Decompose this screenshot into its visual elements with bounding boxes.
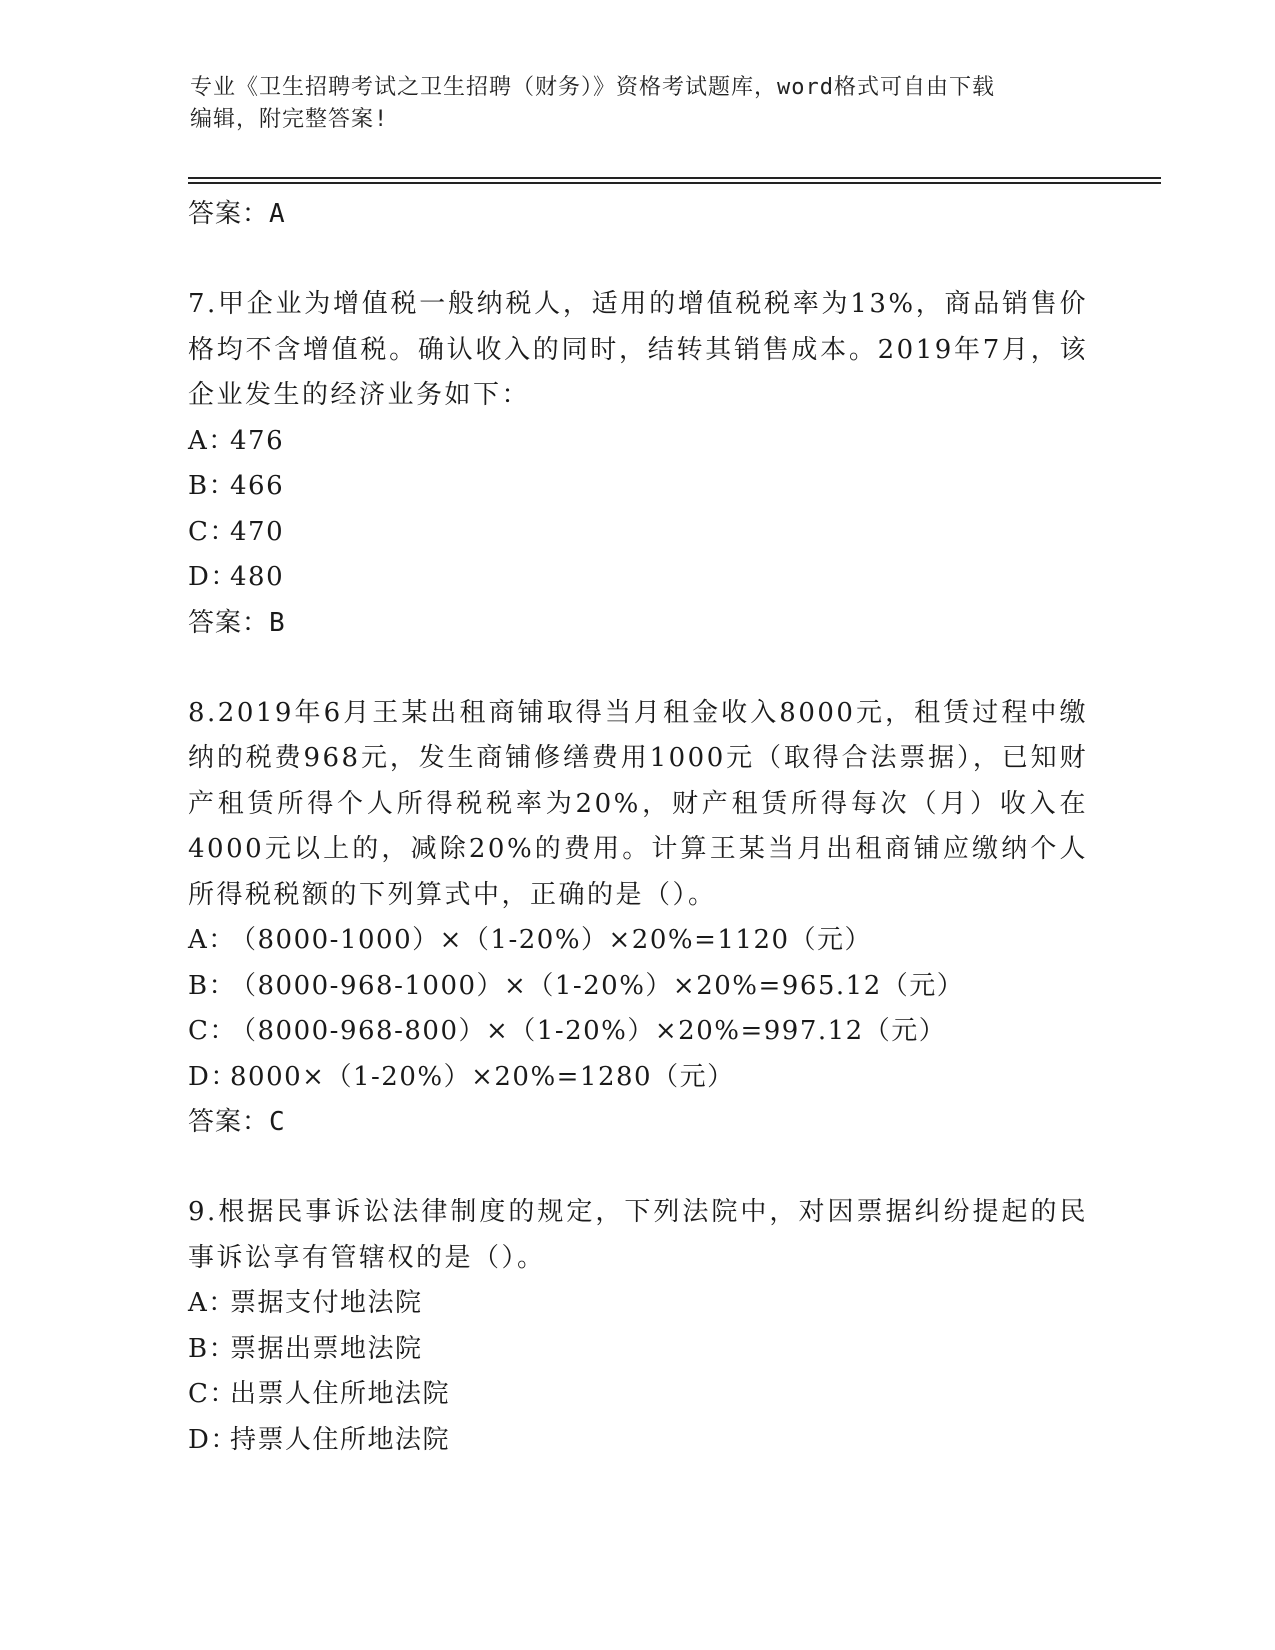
option-d	[188, 555, 1088, 601]
question-block	[188, 1190, 1088, 1463]
option-a	[188, 1281, 1088, 1327]
question-text: 8.2019年6月王某出租商铺取得当月租金收入8000元，租赁过程中缴纳的税费968元，发生商铺修缮费用1000元（取得合法票据），已知财产租赁所得个人所得税税率为20%，财产租赁所得每次（月）收入在4000元以上的，减除20%的费用。计算王某当月出租商铺应缴纳个人所得税税额的下列算式中，正确的是（）。	[188, 697, 1088, 910]
option-text: 票据出票地法院	[230, 1333, 423, 1364]
option-text: （8000-1000）×（1-20%）×20%=1120（元）	[230, 925, 873, 955]
question-text: 7.甲企业为增值税一般纳税人，适用的增值税税率为13%，商品销售价格均不含增值税。确认收入的同时，结转其销售成本。2019年7月，该企业发生的经济业务如下：	[188, 289, 1088, 410]
option-letter: A：	[188, 425, 236, 456]
header-line-1: 专业《卫生招聘考试之卫生招聘（财务）》资格考试题库，word格式可自由下载	[190, 75, 995, 100]
option-letter: D：	[188, 1061, 238, 1092]
option-letter: C：	[188, 516, 237, 547]
spacer	[188, 645, 1088, 691]
question-text: 9.根据民事诉讼法律制度的规定，下列法院中，对因票据纠纷提起的民事诉讼享有管辖权的是（）。	[188, 1197, 1088, 1273]
question-list	[188, 192, 1088, 1463]
option-letter: D：	[188, 562, 238, 592]
option-a	[188, 918, 1088, 964]
page-header	[190, 72, 1090, 136]
spacer	[188, 1144, 1088, 1190]
option-b	[188, 964, 1088, 1010]
option-letter: B：	[188, 471, 237, 501]
option-b	[188, 464, 1088, 510]
header-rule-bottom	[188, 182, 1161, 184]
option-letter: B：	[188, 970, 237, 1001]
option-text: 出票人住所地法院	[230, 1379, 451, 1409]
question-block	[188, 691, 1088, 1145]
answer-label: 答案：A	[188, 199, 286, 229]
option-b	[188, 1327, 1088, 1373]
option-text: 470	[230, 516, 285, 547]
option-c	[188, 1009, 1088, 1055]
option-c	[188, 510, 1088, 556]
option-c	[188, 1372, 1088, 1418]
option-text: （8000-968-800）×（1-20%）×20%=997.12（元）	[230, 1016, 947, 1046]
option-letter: C：	[188, 1379, 237, 1409]
question-block	[188, 282, 1088, 645]
option-d	[188, 1055, 1088, 1101]
option-text: 466	[230, 471, 285, 501]
option-text: 480	[230, 562, 285, 592]
spacer	[188, 236, 1088, 282]
option-a	[188, 419, 1088, 465]
option-letter: C：	[188, 1016, 237, 1046]
answer-label: 答案：C	[188, 1107, 286, 1137]
answer-label: 答案：B	[188, 607, 286, 638]
option-letter: D：	[188, 1424, 238, 1455]
option-letter: A：	[188, 925, 236, 955]
option-text: 票据支付地法院	[230, 1288, 423, 1318]
option-text: 8000×（1-20%）×20%=1280（元）	[230, 1061, 735, 1092]
option-d	[188, 1418, 1088, 1464]
option-letter: B：	[188, 1333, 237, 1364]
option-text: 476	[230, 425, 285, 456]
header-rule-top	[188, 177, 1161, 179]
option-text: （8000-968-1000）×（1-20%）×20%=965.12（元）	[230, 970, 965, 1001]
option-letter: A：	[188, 1288, 236, 1318]
header-line-2: 编辑，附完整答案!	[190, 107, 389, 132]
option-text: 持票人住所地法院	[230, 1424, 451, 1455]
